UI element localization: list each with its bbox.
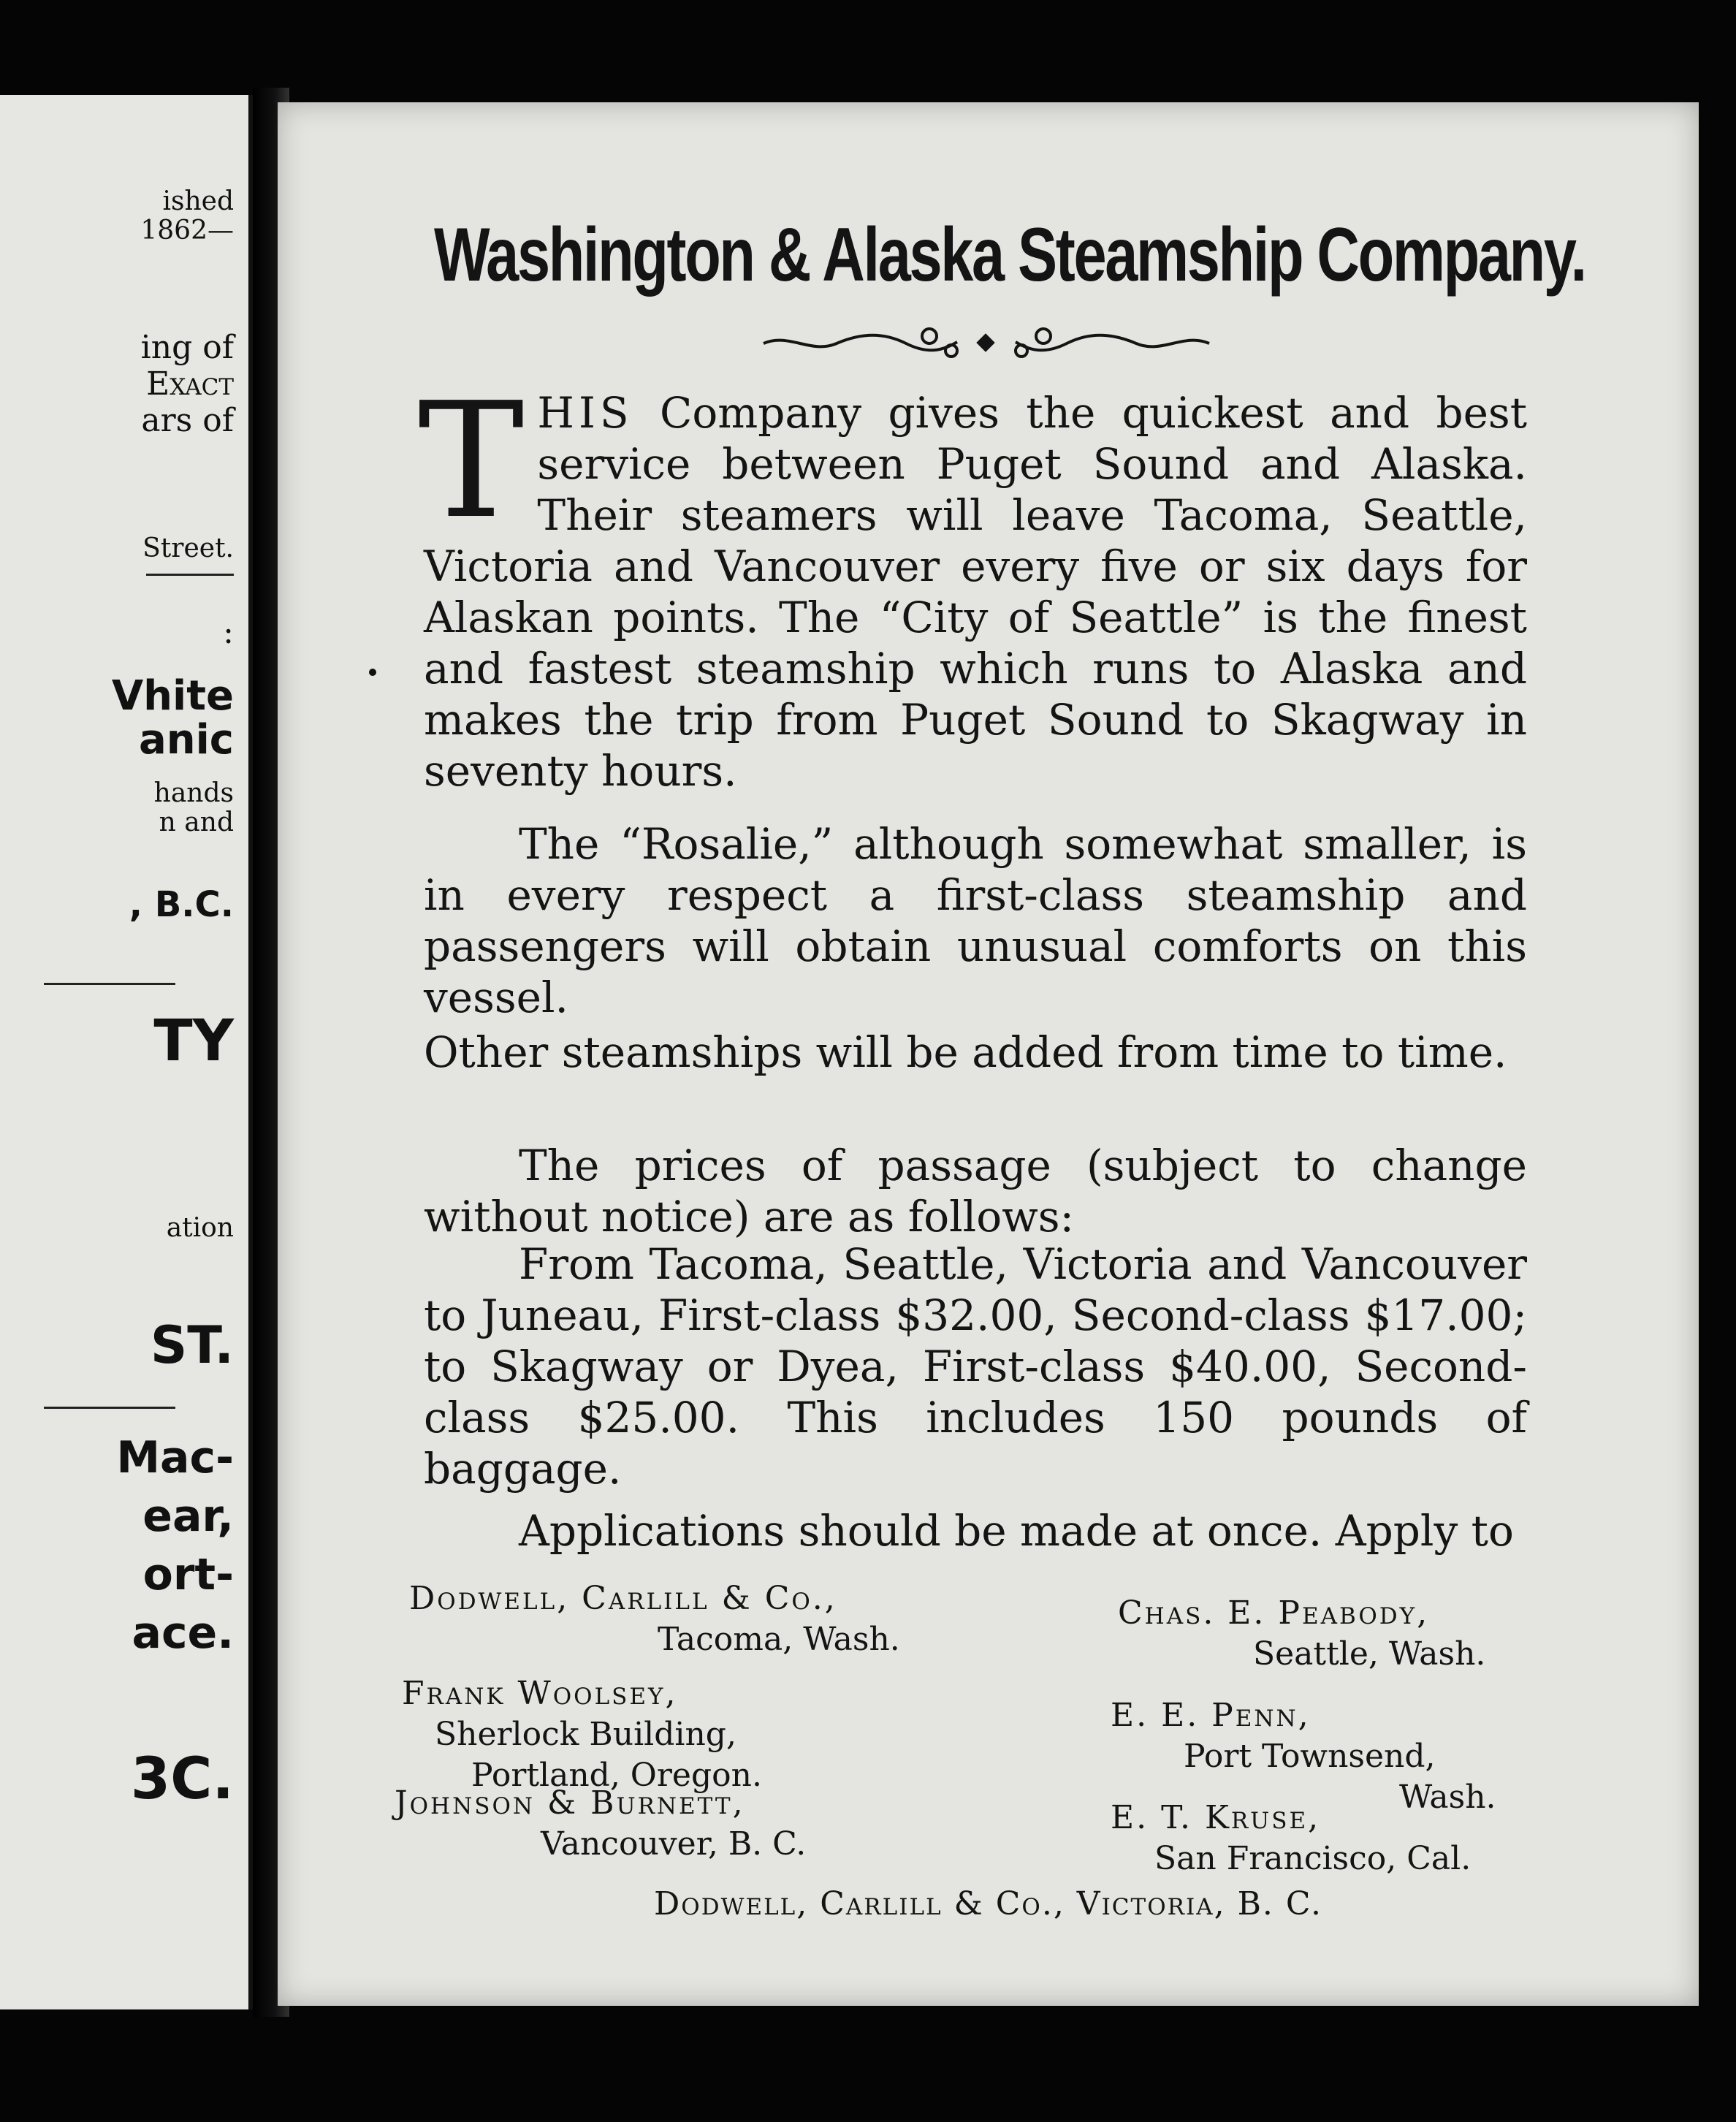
fragment: hands — [153, 778, 234, 808]
agent-name: Frank Woolsey, — [402, 1675, 678, 1712]
agent-name: Johnson & Burnett, — [395, 1784, 745, 1822]
paragraph-prices: From Tacoma, Seattle, Victoria and Vancouver to Juneau, First-class $32.00, Second-class $17.00; to Skagway or Dyea, First-class $40.00, Second-class $25.00. This includes 150 pounds of baggage. — [424, 1239, 1527, 1494]
divider — [44, 983, 175, 985]
paragraph-prices-intro: The prices of passage (subject to change without notice) are as follows: — [424, 1141, 1527, 1241]
paragraph-apply: Applications should be made at once. Apply to — [519, 1506, 1514, 1556]
footer-agent: Dodwell, Carlill & Co., Victoria, B. C. — [654, 1885, 1322, 1923]
left-page-fragment — [0, 95, 253, 2009]
speck — [369, 669, 376, 676]
fragment: ort- — [142, 1549, 234, 1600]
agent-name: Dodwell, Carlill & Co., — [409, 1580, 837, 1617]
fragment: Mac- — [116, 1432, 234, 1483]
fragment: Vhite — [111, 672, 234, 720]
fragment: ace. — [132, 1608, 234, 1659]
agent-entry — [409, 1578, 900, 1660]
ornament-divider-icon — [760, 322, 1213, 365]
agent-entry — [1118, 1593, 1485, 1675]
divider — [146, 574, 234, 576]
fragment: ished — [162, 186, 234, 216]
fragment: : — [223, 614, 234, 651]
advertisement-page — [278, 102, 1699, 2006]
fragment: ars of — [141, 402, 234, 439]
fragment: ing of — [140, 329, 234, 366]
fragment: ST. — [150, 1315, 234, 1375]
fragment: , B.C. — [129, 884, 234, 925]
paragraph-text: Company gives the quickest and best service between Puget Sound and Alaska. Their steamers will leave Tacoma, Seattle, Victoria and Vancouver every five or six days for Alaskan points. The “City of Seattle” is the finest and fastest steamship which runs to Alaska and makes the trip from Puget Sound to Skagway in seventy hours. — [424, 388, 1527, 796]
paragraph-rosalie: The “Rosalie,” although somewhat smaller, is in every respect a first-class steamship and passengers will obtain unusual comforts on this vessel. — [424, 819, 1527, 1022]
page-title: Washington & Alaska Steamship Company. — [433, 213, 1585, 297]
fragment: 1862— — [140, 216, 234, 246]
first-word: HIS — [537, 388, 633, 438]
agent-location: Seattle, Wash. — [1253, 1635, 1486, 1673]
drop-cap: T — [418, 369, 525, 554]
agent-location: Vancouver, B. C. — [541, 1825, 807, 1863]
fragment: n and — [159, 807, 234, 837]
agent-entry — [1111, 1798, 1471, 1879]
fragment: ear, — [142, 1491, 234, 1542]
agent-name: E. E. Penn, — [1111, 1697, 1311, 1734]
agent-location: Sherlock Building, — [435, 1716, 736, 1753]
fragment: TY — [153, 1008, 234, 1074]
paragraph-intro — [418, 369, 1527, 796]
agent-location: Wash. — [1399, 1779, 1496, 1816]
fragment: 3C. — [130, 1746, 234, 1812]
agent-location: Portland, Oregon. — [471, 1757, 762, 1794]
fragment: anic — [138, 716, 234, 764]
agent-location: San Francisco, Cal. — [1154, 1840, 1472, 1877]
agent-name: Chas. E. Peabody, — [1118, 1594, 1430, 1632]
agent-name: E. T. Kruse, — [1111, 1799, 1321, 1836]
fragment: Exact — [146, 365, 234, 403]
agent-location: Port Townsend, — [1184, 1738, 1436, 1775]
fragment: ation — [166, 1213, 234, 1243]
agent-location: Tacoma, Wash. — [658, 1621, 900, 1658]
fragment: Street. — [142, 533, 234, 563]
divider — [44, 1407, 175, 1409]
agent-entry — [402, 1673, 762, 1796]
paragraph-other-steamships: Other steamships will be added from time to time. — [424, 1027, 1507, 1077]
agent-entry — [395, 1783, 806, 1865]
